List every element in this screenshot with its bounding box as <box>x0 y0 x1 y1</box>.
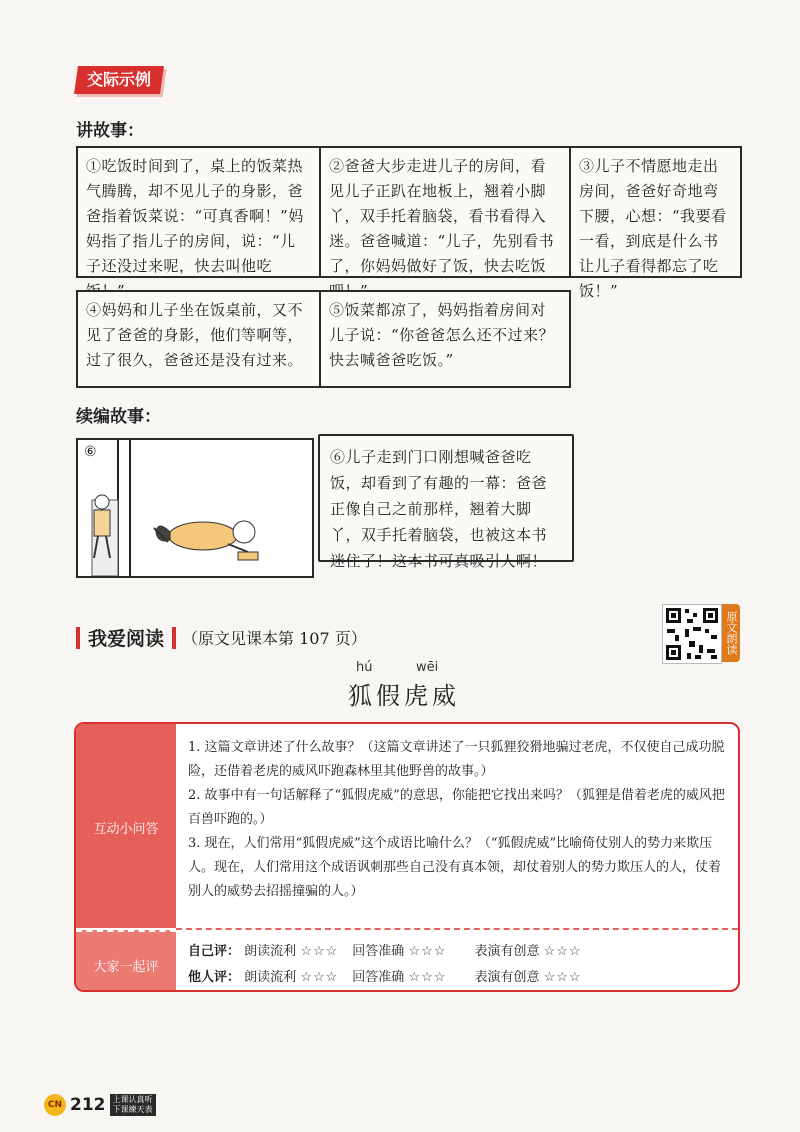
header-accent <box>76 627 80 649</box>
reading-title: 我爱阅读 <box>88 628 165 650</box>
story-text: 吃饭时间到了，桌上的饭菜热气腾腾，却不见儿子的身影，爸爸指着饭菜说：“可真香啊！”妈妈指了指儿子的房间，说：“儿子还没过来呢，快去叫他吃 <box>86 157 304 275</box>
header-accent <box>172 627 176 649</box>
qa-table <box>74 722 740 992</box>
star-rating[interactable]: ☆☆☆ <box>300 944 339 959</box>
criterion: 回答准确 <box>352 944 405 959</box>
self-eval-label: 自己评： <box>188 944 241 959</box>
qa-questions <box>188 736 728 904</box>
star-rating[interactable]: ☆☆☆ <box>408 970 447 985</box>
read-aloud-tab[interactable]: 原文朗读 <box>722 604 740 662</box>
story-number: ⑥ <box>330 448 346 466</box>
qa-item-2: 2. 故事中有一句话解释了“狐假虎威”的意思，你能把它找出来吗？（狐狸是借着老虎的威风把百兽吓跑的。） <box>188 788 725 827</box>
criterion: 朗读流利 <box>244 970 297 985</box>
article-title: 狐假虎威 <box>348 682 460 710</box>
star-rating[interactable]: ☆☆☆ <box>300 970 339 985</box>
page-footer <box>44 1094 156 1116</box>
story-text: 儿子不情愿地走出房间，爸爸好奇地弯下腰，心想：“我要看一看，到底是什么书让儿子看得都忘了吃饭！” <box>579 157 727 300</box>
criterion: 表演有创意 <box>474 970 540 985</box>
story-number: ⑤ <box>329 301 345 319</box>
story-panel-1 <box>76 146 321 278</box>
peer-evaluation-row <box>188 966 582 985</box>
story-number: ① <box>86 157 102 175</box>
story-text: 饭菜都凉了，妈妈指着房间对儿子说：“你爸爸怎么还不过来？快去喊爸爸吃饭。” <box>329 301 555 369</box>
qa-item-1: 1. 这篇文章讲述了什么故事？（这篇文章讲述了一只狐狸狡猾地骗过老虎，不仅使自己成功脱险，还借着老虎的威风吓跑森林里其他野兽的故事。） <box>188 740 725 779</box>
qa-label-bottom: 大家一起评 <box>93 960 159 975</box>
evaluation-label-cell <box>76 930 176 992</box>
story-text: 爸爸大步走进儿子的房间，看见儿子正趴在地板上，翘着小脚丫，双手托着脑袋，看书看得入迷。爸爸喊道：“儿子，先别看书了，你妈妈做好了饭，快去吃饭 <box>329 157 555 275</box>
continue-story-label: 续编故事： <box>76 407 161 427</box>
star-rating[interactable]: ☆☆☆ <box>543 970 582 985</box>
qa-divider <box>176 928 738 930</box>
story-number: ② <box>329 157 345 175</box>
section-tag: 交际示例 <box>74 66 164 94</box>
footer-line-1: 上课认真听 <box>112 1095 153 1104</box>
pinyin-hu: hú <box>356 660 373 675</box>
criterion: 表演有创意 <box>474 944 540 959</box>
continuation-text: 儿子走到门口刚想喊爸爸吃饭，却看到了有趣的一幕：爸爸正像自己之前那样，翘着大脚丫，双手托着脑袋，也被这本书迷住了！这本书可真吸引人啊！ <box>330 448 548 570</box>
pinyin-wei: wēi <box>416 660 439 675</box>
storytelling-label: 讲故事： <box>76 121 144 141</box>
story-illustration <box>76 438 314 578</box>
page-number: 212 <box>70 1095 106 1115</box>
star-rating[interactable]: ☆☆☆ <box>543 944 582 959</box>
story-panel-4 <box>76 290 321 388</box>
qr-code[interactable] <box>662 604 722 664</box>
story-panel-2 <box>319 146 571 278</box>
footer-line-2: 下课練天表 <box>112 1105 153 1114</box>
story-panel-3 <box>569 146 742 300</box>
story-panel-5 <box>319 290 571 388</box>
illustration-number: ⑥ <box>84 444 97 460</box>
qr-code-icon <box>663 605 721 663</box>
story-number: ④ <box>86 301 102 319</box>
reading-note: （原文见课本第 107 页） <box>182 629 367 648</box>
illustration-drawing <box>78 440 312 576</box>
star-rating[interactable]: ☆☆☆ <box>408 944 447 959</box>
qa-label-top: 互动小问答 <box>93 822 159 837</box>
continuation-panel <box>318 434 574 570</box>
reading-header <box>76 624 367 651</box>
self-evaluation-row <box>188 940 582 959</box>
footer-slogan <box>110 1094 156 1116</box>
peer-eval-label: 他人评： <box>188 970 241 985</box>
qa-item-3: 3. 现在，人们常用“狐假虎威”这个成语比喻什么？（“狐假虎威”比喻倚仗别人的势力来欺压人。现在，人们常用这个成语讽刺那些自己没有真本领，却仗着别人的势力欺压人的人，仗着别人的威势去招摇撞骗的人。） <box>188 836 722 899</box>
criterion: 朗读流利 <box>244 944 297 959</box>
story-number: ③ <box>579 157 595 175</box>
criterion: 回答准确 <box>352 970 405 985</box>
qa-label-cell <box>76 724 176 928</box>
mascot-badge: CN <box>44 1094 66 1116</box>
story-text: 妈妈和儿子坐在饭桌前，又不见了爸爸的身影，他们等啊等，过了很久，爸爸还是没有过来。 <box>86 301 304 369</box>
